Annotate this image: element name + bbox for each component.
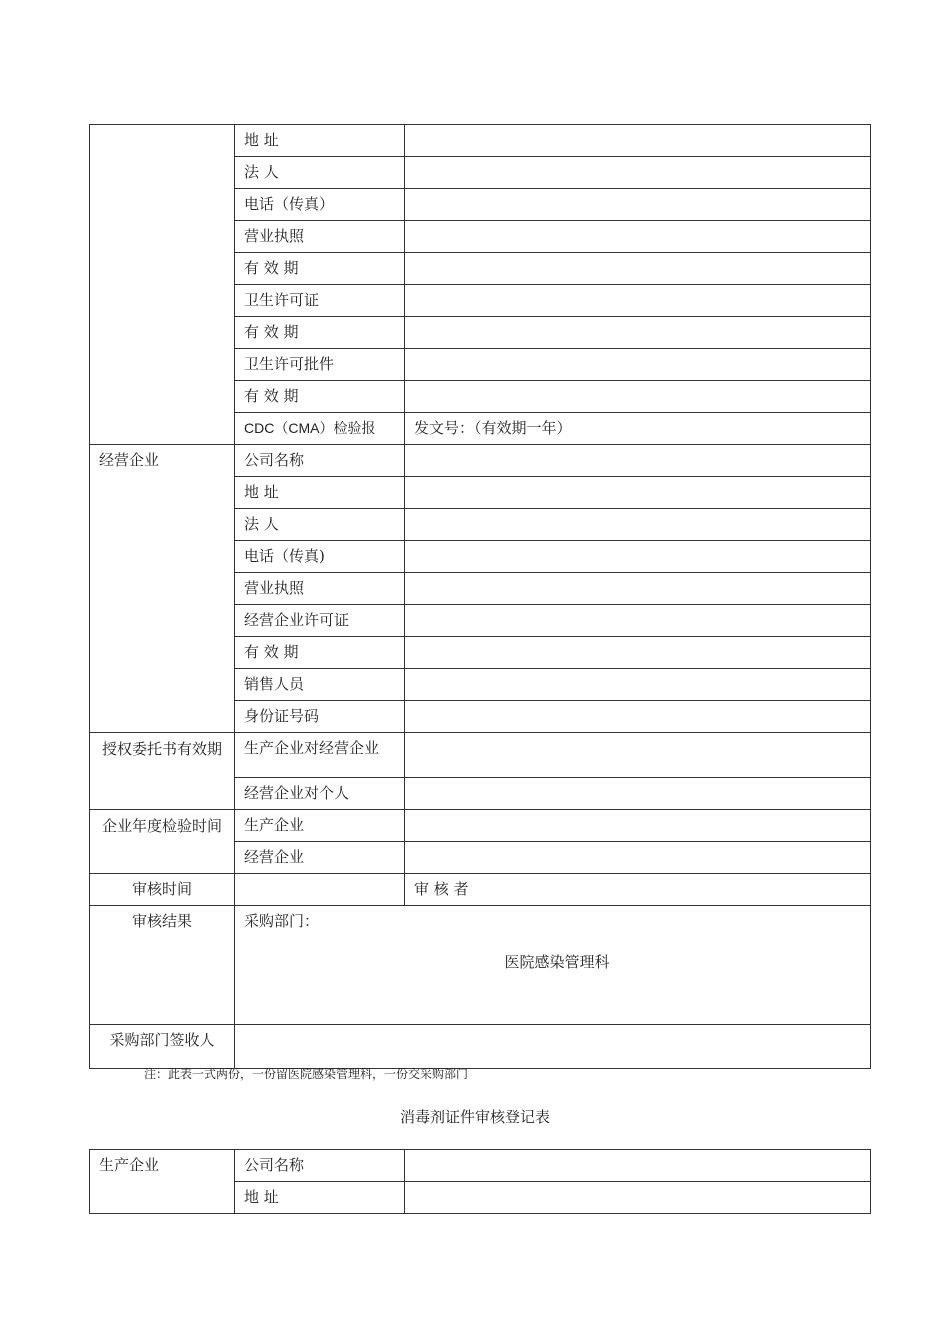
value-cell[interactable] — [405, 605, 871, 637]
value-cell[interactable] — [405, 701, 871, 733]
review-result-cell[interactable] — [235, 906, 871, 1025]
row-label: 法 人 — [235, 157, 405, 189]
value-cell[interactable] — [405, 810, 871, 842]
row-label-cdc-report: CDC（CMA）检验报 — [235, 413, 405, 445]
value-cell[interactable] — [405, 778, 871, 810]
value-cell[interactable] — [405, 189, 871, 221]
value-cell[interactable] — [405, 573, 871, 605]
form-title: 消毒剂证件审核登记表 — [399, 1108, 550, 1126]
document-number-cell[interactable]: 发文号：（有效期一年） — [405, 413, 871, 445]
row-label: 经营企业许可证 — [235, 605, 405, 637]
value-cell[interactable] — [405, 1150, 871, 1182]
review-time-value[interactable] — [235, 874, 405, 906]
producer-section-label: 生产企业 — [90, 1150, 235, 1214]
producer-section-cell — [90, 125, 235, 445]
purchase-dept-label: 采购部门： — [244, 912, 320, 930]
row-label: 营业执照 — [235, 221, 405, 253]
reviewer-label: 审 核 者 — [405, 874, 871, 906]
row-label: 地 址 — [235, 477, 405, 509]
value-cell[interactable] — [405, 381, 871, 413]
value-cell[interactable] — [405, 253, 871, 285]
value-cell[interactable] — [405, 317, 871, 349]
signee-value[interactable] — [235, 1025, 871, 1069]
row-label: 生产企业 — [235, 810, 405, 842]
annual-inspection-section-label: 企业年度检验时间 — [90, 810, 235, 874]
row-label: 营业执照 — [235, 573, 405, 605]
value-cell[interactable] — [405, 637, 871, 669]
value-cell[interactable] — [405, 733, 871, 778]
row-label: 法 人 — [235, 509, 405, 541]
row-label: 经营企业对个人 — [235, 778, 405, 810]
row-label: 有 效 期 — [235, 253, 405, 285]
value-cell[interactable] — [405, 842, 871, 874]
value-cell[interactable] — [405, 221, 871, 253]
row-label: 地 址 — [235, 1182, 405, 1214]
form-note: 注：此表一式两份，一份留医院感染管理科，一份交采购部门 — [144, 1067, 469, 1081]
certificate-review-table-continued — [89, 124, 871, 1069]
value-cell[interactable] — [405, 349, 871, 381]
value-cell[interactable] — [405, 541, 871, 573]
row-label: 有 效 期 — [235, 381, 405, 413]
value-cell[interactable] — [405, 1182, 871, 1214]
review-result-label: 审核结果 — [90, 906, 235, 1025]
row-label: 卫生许可证 — [235, 285, 405, 317]
row-label: 生产企业对经营企业 — [235, 733, 405, 778]
row-label: 经营企业 — [235, 842, 405, 874]
certificate-review-table — [89, 1149, 871, 1214]
value-cell[interactable] — [405, 669, 871, 701]
row-label: 电话（传真) — [235, 541, 405, 573]
value-cell[interactable] — [405, 509, 871, 541]
review-time-label: 审核时间 — [90, 874, 235, 906]
value-cell[interactable] — [405, 477, 871, 509]
signee-label: 采购部门签收人 — [90, 1025, 235, 1069]
row-label: 公司名称 — [235, 1150, 405, 1182]
row-label: 公司名称 — [235, 445, 405, 477]
value-cell[interactable] — [405, 125, 871, 157]
row-label: 卫生许可批件 — [235, 349, 405, 381]
row-label: 有 效 期 — [235, 637, 405, 669]
value-cell[interactable] — [405, 285, 871, 317]
row-label: 电话（传真） — [235, 189, 405, 221]
row-label: 有 效 期 — [235, 317, 405, 349]
dealer-section-label: 经营企业 — [90, 445, 235, 733]
value-cell[interactable] — [405, 445, 871, 477]
row-label: 销售人员 — [235, 669, 405, 701]
row-label: 地 址 — [235, 125, 405, 157]
value-cell[interactable] — [405, 157, 871, 189]
authorization-section-label: 授权委托书有效期 — [90, 733, 235, 810]
infection-dept-label: 医院感染管理科 — [504, 953, 610, 971]
row-label: 身份证号码 — [235, 701, 405, 733]
